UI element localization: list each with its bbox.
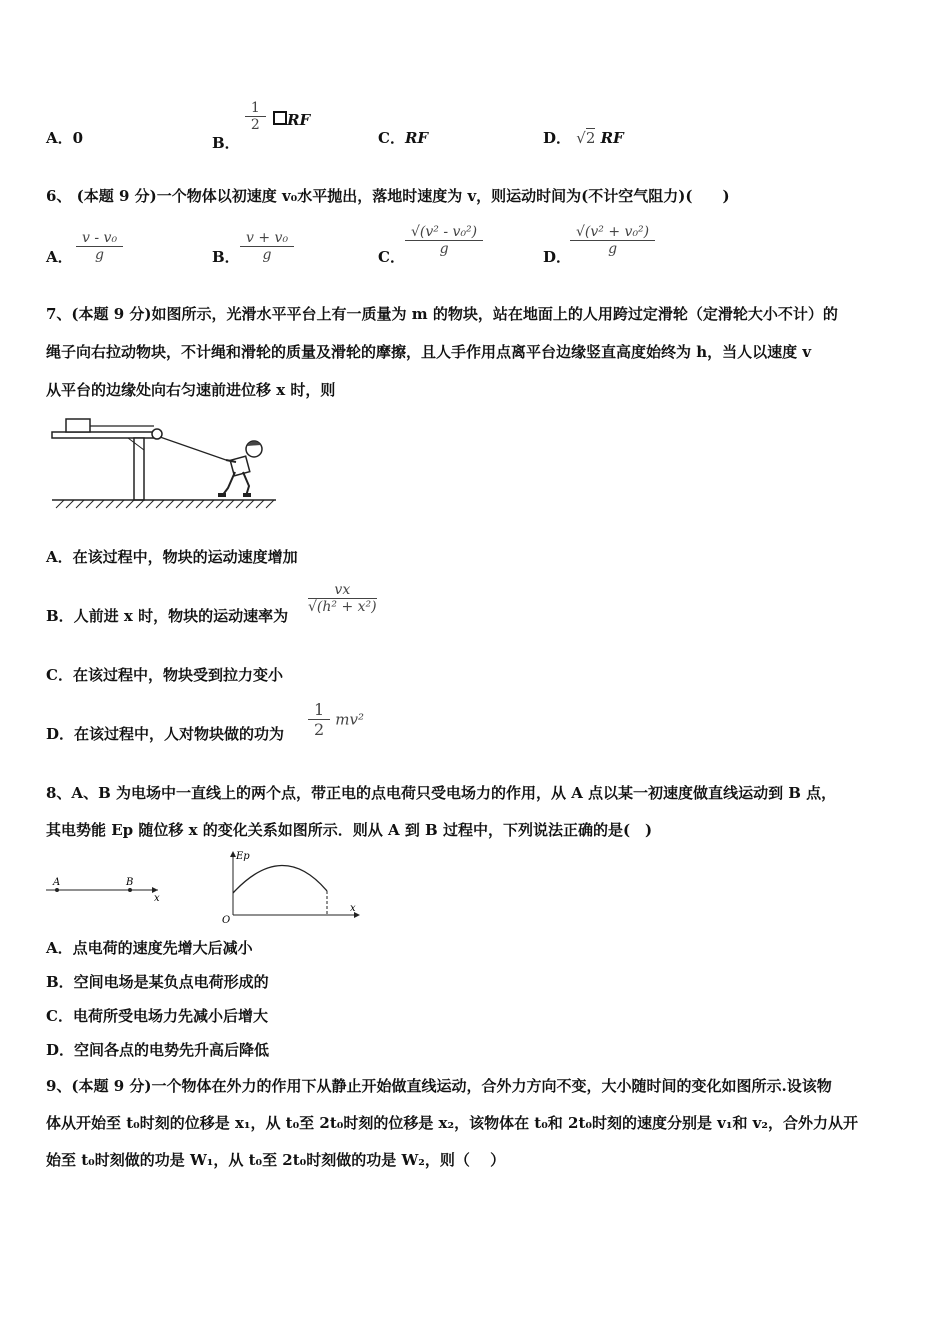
q7-option-d: D．在该过程中，人对物块做的功为 xyxy=(46,725,285,743)
q7-option-c: C．在该过程中，物块受到拉力变小 xyxy=(46,666,283,684)
fraction: $\frac{1}{2}$ xyxy=(245,100,266,133)
label-origin: O xyxy=(222,915,231,925)
q7-option-a: A．在该过程中，物块的运动速度增加 xyxy=(46,548,298,566)
q7-stem-line2: 绳子向右拉动物块，不计绳和滑轮的质量及滑轮的摩擦，且人手作用点离平台边缘竖直高度始终为 h，当人以速度 v xyxy=(46,343,812,361)
q5-option-b: B． $\frac{1}{2}$ RF xyxy=(212,100,311,152)
q7-option-d-fraction: $\frac{1}{2}$ mv² xyxy=(308,700,364,739)
point-a xyxy=(55,888,59,892)
label-x-axis: x xyxy=(350,903,356,914)
q7-option-b: B．人前进 x 时，物块的运动速率为 xyxy=(46,607,289,625)
q5-option-d: D． √2 RF xyxy=(543,129,624,147)
q6-option-a-label: A． xyxy=(46,248,73,266)
q6-option-b-fraction: $\frac{\text{v + v₀}}{g}$ xyxy=(240,230,294,263)
ground-hatch xyxy=(56,500,274,508)
table-leg xyxy=(134,438,144,500)
label-x: x xyxy=(154,893,160,904)
rope xyxy=(160,437,226,460)
box-glyph xyxy=(273,111,287,125)
point-b xyxy=(128,888,132,892)
q8-stem-line1: 8、A、B 为电场中一直线上的两个点，带正电的点电荷只受电场力的作用，从 A 点以某一初速度做直线运动到 B 点， xyxy=(46,784,837,802)
q6-option-d-fraction: $\frac{\text{√(v² + v₀²)}}{g}$ xyxy=(570,224,655,257)
q7-stem-line1: 7、(本题 9 分)如图所示，光滑水平平台上有一质量为 m 的物块，站在地面上的人用跨过定滑轮（定滑轮大小不计）的 xyxy=(46,305,838,323)
q6-option-d-label: D． xyxy=(543,248,572,266)
q8-stem-line2: 其电势能 Ep 随位移 x 的变化关系如图所示．则从 A 到 B 过程中，下列说法正确的是( ) xyxy=(46,821,653,839)
person-figure xyxy=(218,441,262,497)
q5-option-c: C．RF xyxy=(378,129,429,147)
q7-stem-line3: 从平台的边缘处向右匀速前进位移 x 时，则 xyxy=(46,381,336,399)
sqrt: √2 xyxy=(576,129,596,147)
label-a: A xyxy=(53,877,61,888)
ep-curve xyxy=(233,865,327,893)
q9-stem-line1: 9、(本题 9 分)一个物体在外力的作用下从静止开始做直线运动，合外力方向不变，大小随时间的变化如图所示.设该物 xyxy=(46,1077,832,1095)
pulley-figure xyxy=(46,410,281,515)
q8-option-d: D．空间各点的电势先升高后降低 xyxy=(46,1041,270,1059)
block xyxy=(66,419,90,432)
q6-stem: 6、 (本题 9 分)一个物体以初速度 v₀水平抛出，落地时速度为 v，则运动时间为(不计空气阻力)( ) xyxy=(46,187,730,205)
q8-figures xyxy=(40,845,370,925)
q6-option-b-label: B． xyxy=(212,248,240,266)
label-ep: Ep xyxy=(236,851,250,862)
q6-option-c-fraction: $\frac{\text{√(v² - v₀²)}}{g}$ xyxy=(405,224,483,257)
q8-option-c: C．电荷所受电场力先减小后增大 xyxy=(46,1007,268,1025)
q9-stem-line2: 体从开始至 t₀时刻的位移是 x₁，从 t₀至 2t₀时刻的位移是 x₂，该物体在 t₀和 2t₀时刻的速度分别是 v₁和 v₂，合外力从开 xyxy=(46,1114,858,1132)
q5-option-a: A．0 xyxy=(46,129,84,147)
q7-option-b-fraction: $\frac{vx}{\text{√(h² + x²)}}$ xyxy=(308,582,377,615)
label-b: B xyxy=(126,877,134,888)
q6-option-a-fraction: $\frac{\text{v - v₀}}{g}$ xyxy=(76,230,123,263)
q9-stem-line3: 始至 t₀时刻做的功是 W₁，从 t₀至 2t₀时刻做的功是 W₂，则（ ） xyxy=(46,1151,506,1169)
q8-option-a: A．点电荷的速度先增大后减小 xyxy=(46,939,253,957)
q8-option-b: B．空间电场是某负点电荷形成的 xyxy=(46,973,269,991)
platform xyxy=(52,432,156,438)
q6-option-c-label: C． xyxy=(378,248,405,266)
